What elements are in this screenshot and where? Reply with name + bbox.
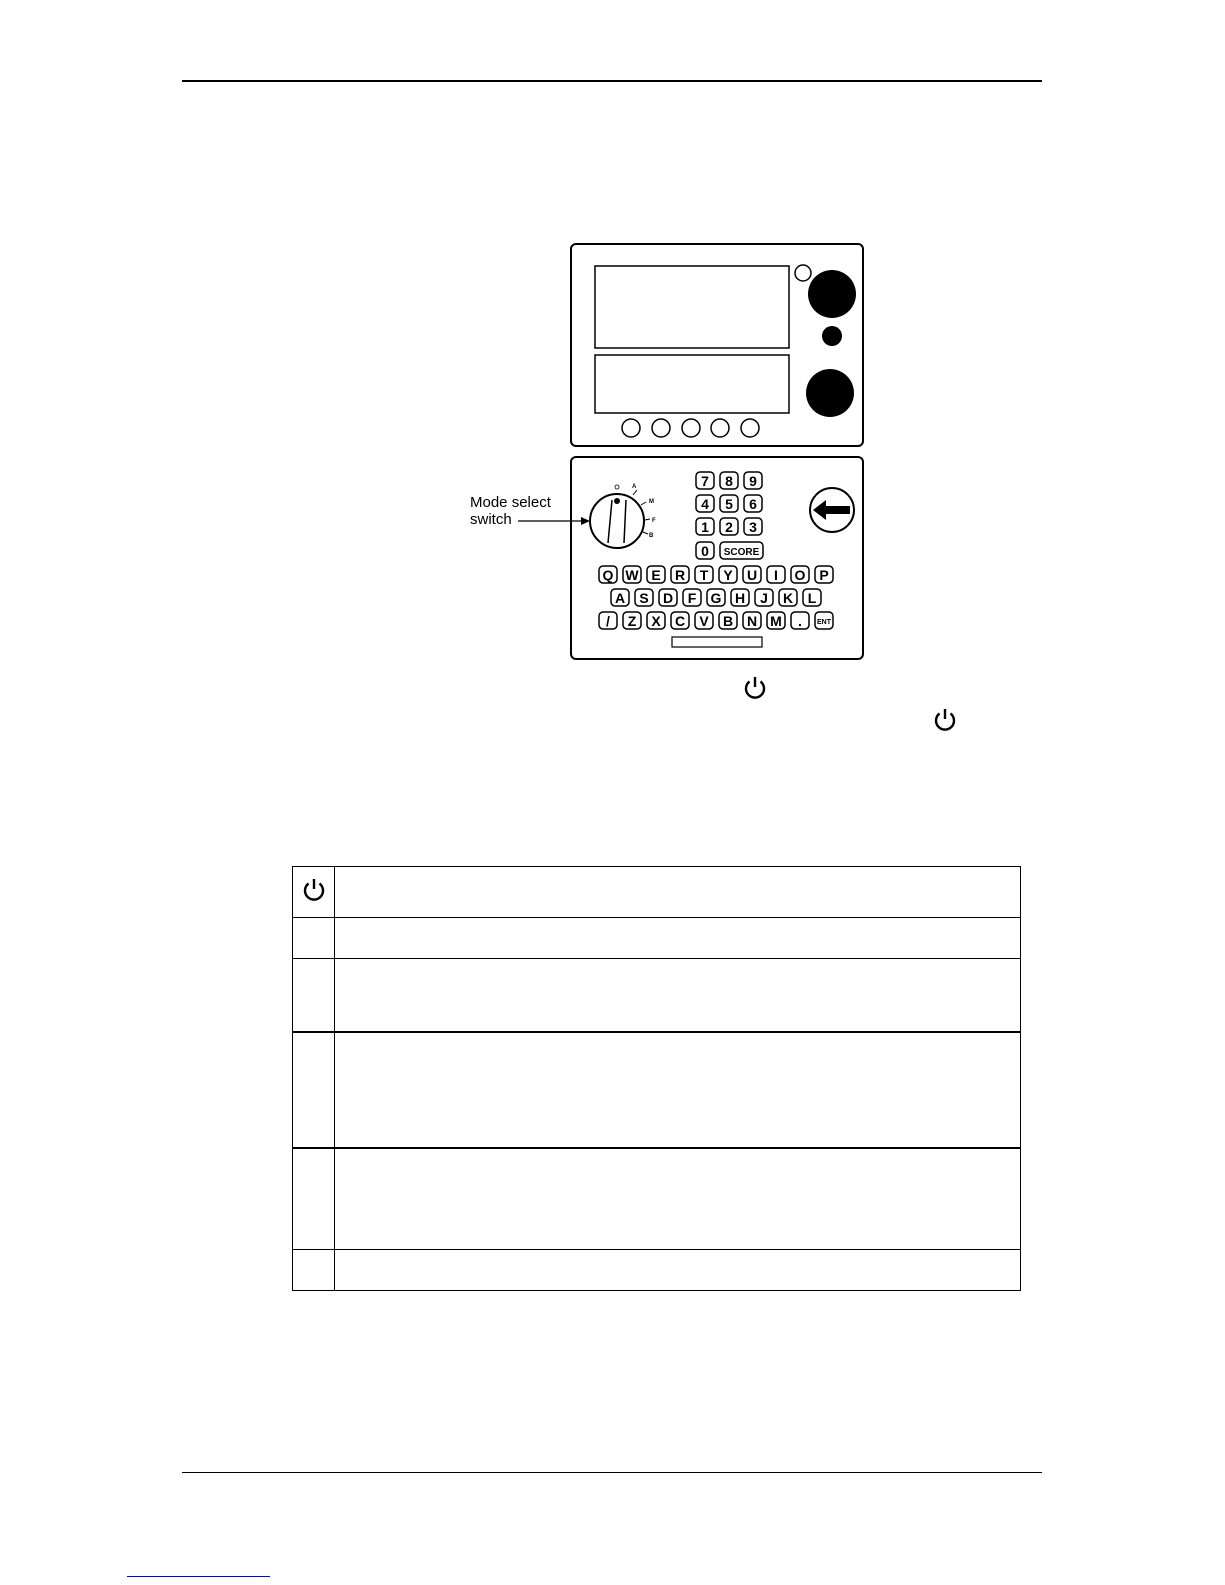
key-w-label: W <box>625 567 639 583</box>
score-key-label: SCORE <box>723 547 760 558</box>
footer-rule <box>182 1472 1042 1473</box>
key-e-label: E <box>651 567 661 583</box>
table-description-cell <box>335 959 1021 1033</box>
key-z-label: Z <box>627 613 637 629</box>
key-s-label: S <box>639 590 649 606</box>
table-row <box>293 1032 1021 1148</box>
control-button-small[interactable] <box>822 326 842 346</box>
table-description-cell <box>335 1148 1021 1250</box>
key-y-label: Y <box>723 567 733 583</box>
key-4-label: 4 <box>701 496 709 512</box>
key-p-label: P <box>819 567 829 583</box>
key-5-label: 5 <box>725 496 733 512</box>
control-knob-bottom[interactable] <box>806 369 854 417</box>
table-description-cell <box>335 1250 1021 1291</box>
soft-key[interactable] <box>711 419 729 437</box>
table-icon-cell <box>293 1148 335 1250</box>
table-icon-cell <box>293 1032 335 1148</box>
key-r-label: R <box>674 567 686 583</box>
table-row <box>293 918 1021 959</box>
key-i-label: I <box>774 567 778 583</box>
callout-line-2: switch <box>470 511 512 528</box>
key-a-label: A <box>614 590 626 606</box>
table-icon-cell <box>293 1250 335 1291</box>
back-key[interactable] <box>810 488 854 532</box>
footer-link-underline[interactable] <box>127 1576 270 1577</box>
key-6-label: 6 <box>749 496 757 512</box>
key-9-label: 9 <box>749 473 757 489</box>
key-b-label: B <box>722 613 734 629</box>
power-icon <box>300 876 328 904</box>
mode-select-switch-callout <box>470 494 551 528</box>
table-icon-cell <box>293 867 335 918</box>
power-icon <box>931 706 959 734</box>
display-screen-bottom <box>595 355 789 413</box>
key-7-label: 7 <box>701 473 709 489</box>
key-h-label: H <box>734 590 746 606</box>
key-q-label: Q <box>602 567 614 583</box>
table-icon-cell <box>293 959 335 1033</box>
key-n-label: N <box>746 613 758 629</box>
key-m-label: M <box>770 613 782 629</box>
table-row <box>293 867 1021 918</box>
key-t-label: T <box>699 567 709 583</box>
key-v-label: V <box>699 613 709 629</box>
table-description-cell <box>335 867 1021 918</box>
key-g-label: G <box>710 590 722 606</box>
key-d-label: D <box>662 590 674 606</box>
key-0-label: 0 <box>701 543 709 559</box>
callout-line-1: Mode select <box>470 494 551 511</box>
key-x-label: X <box>651 613 661 629</box>
soft-key[interactable] <box>652 419 670 437</box>
dial-mark-m: M <box>649 499 654 505</box>
key-j-label: J <box>760 590 768 606</box>
key-l-label: L <box>807 590 817 606</box>
dial-mark-f: F <box>652 518 656 524</box>
table-icon-cell <box>293 918 335 959</box>
key-k-label: K <box>782 590 794 606</box>
enter-key-label: ENT <box>817 619 831 626</box>
table-row <box>293 959 1021 1033</box>
key-period-label: . <box>798 613 802 629</box>
key-2-label: 2 <box>725 519 733 535</box>
table-row <box>293 1250 1021 1291</box>
key-f-label: F <box>687 590 697 606</box>
key-o-label: O <box>794 567 806 583</box>
key-8-label: 8 <box>725 473 733 489</box>
soft-key[interactable] <box>682 419 700 437</box>
dial-mark-b: B <box>649 533 654 539</box>
display-screen-top <box>595 266 789 348</box>
table-row <box>293 1148 1021 1250</box>
key-u-label: U <box>746 567 758 583</box>
control-knob-top[interactable] <box>808 270 856 318</box>
soft-key[interactable] <box>741 419 759 437</box>
indicator-light <box>795 265 811 281</box>
dial-mark-a: A <box>632 484 637 490</box>
mode-table <box>292 866 1021 1291</box>
key-c-label: C <box>674 613 686 629</box>
key-1-label: 1 <box>701 519 709 535</box>
card-slot <box>672 637 762 647</box>
soft-key[interactable] <box>622 419 640 437</box>
table-description-cell <box>335 1032 1021 1148</box>
power-icon <box>741 674 769 702</box>
key-slash-label: / <box>606 613 610 629</box>
table-description-cell <box>335 918 1021 959</box>
key-3-label: 3 <box>749 519 757 535</box>
